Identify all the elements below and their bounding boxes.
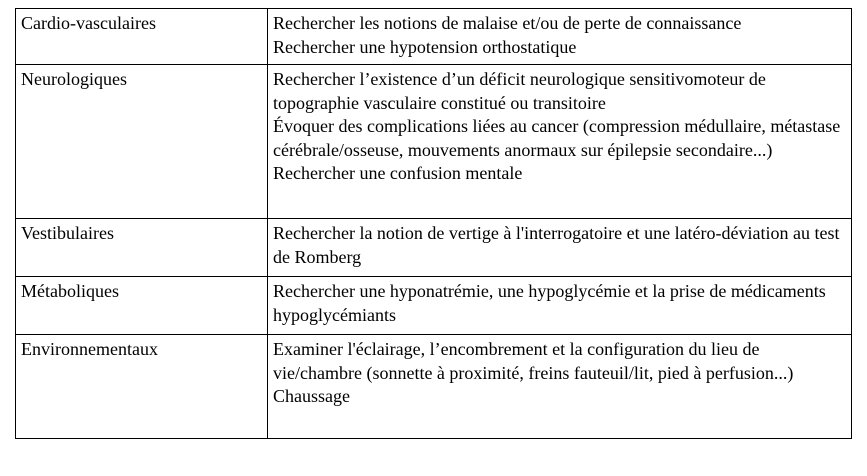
category-cell bbox=[16, 219, 268, 277]
action-text: Rechercher une confusion mentale bbox=[273, 163, 523, 184]
action-text: Chaussage bbox=[273, 386, 350, 407]
table-row bbox=[16, 9, 852, 65]
actions-cell bbox=[268, 9, 852, 65]
actions-cell bbox=[268, 277, 852, 335]
category-label: Cardio-vasculaires bbox=[21, 13, 156, 33]
category-cell bbox=[16, 9, 268, 65]
action-text: Examiner l'éclairage, l’encombrement et la configuration du lieu de vie/chambre (sonnette à proximité, freins fauteuil/lit, pied à perfusion...) bbox=[273, 339, 794, 383]
category-cell bbox=[16, 65, 268, 219]
action-text: Rechercher une hypotension orthostatique bbox=[273, 36, 577, 57]
action-text: Évoquer des complications liées au cancer (compression médullaire, métastase cérébrale/osseuse, mouvements anormaux sur épilepsie secondaire...) bbox=[273, 116, 841, 160]
table-row bbox=[16, 335, 852, 439]
category-cell bbox=[16, 277, 268, 335]
action-text: Rechercher une hyponatrémie, une hypoglycémie et la prise de médicaments hypoglycémiants bbox=[273, 281, 826, 325]
action-text: Rechercher les notions de malaise et/ou de perte de connaissance bbox=[273, 13, 742, 33]
table-row bbox=[16, 219, 852, 277]
category-cell bbox=[16, 335, 268, 439]
table-row bbox=[16, 65, 852, 219]
assessment-table bbox=[15, 8, 852, 439]
action-text: Rechercher l’existence d’un déficit neurologique sensitivomoteur de topographie vasculaire constitué ou transitoire bbox=[273, 69, 766, 113]
actions-cell bbox=[268, 65, 852, 219]
table-row bbox=[16, 277, 852, 335]
actions-cell bbox=[268, 219, 852, 277]
category-label: Vestibulaires bbox=[21, 223, 114, 243]
actions-cell bbox=[268, 335, 852, 439]
category-label: Métaboliques bbox=[21, 281, 119, 301]
action-text: Rechercher la notion de vertige à l'interrogatoire et une latéro-déviation au test de Romberg bbox=[273, 223, 840, 267]
category-label: Neurologiques bbox=[21, 69, 127, 89]
category-label: Environnementaux bbox=[21, 339, 158, 359]
